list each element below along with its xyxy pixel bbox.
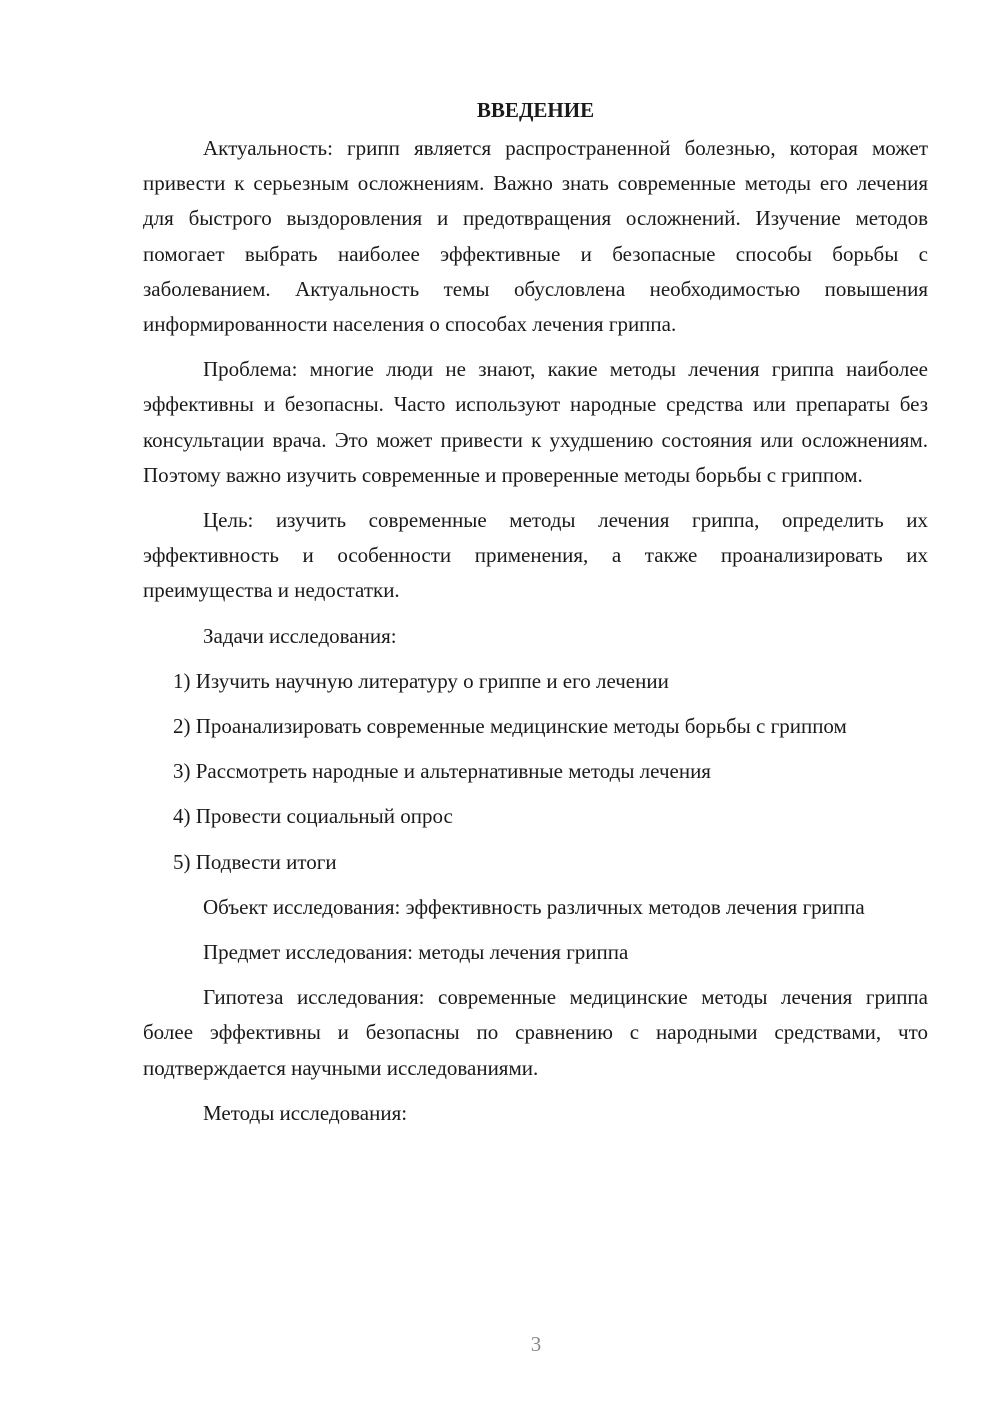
goal-paragraph: Цель: изучить современные методы лечения гриппа, определить их эффективность и особенности применения, а также проанализировать их преимущества и недостатки. xyxy=(143,508,928,603)
task-item-4: 4) Провести социальный опрос xyxy=(173,804,453,829)
problem-paragraph: Проблема: многие люди не знают, какие методы лечения гриппа наиболее эффективны и безопасны. Часто используют народные средства или препараты без консультации врача. Это может привести к ухудшению состояния или осложнениям. Поэтому важно изучить современные и проверенные методы борьбы с гриппом. xyxy=(143,357,928,487)
hypothesis-paragraph: Гипотеза исследования: современные медицинские методы лечения гриппа более эффективны и безопасны по сравнению с народными средствами, что подтверждается научными исследованиями. xyxy=(143,985,928,1080)
object-paragraph: Объект исследования: эффективность различных методов лечения гриппа xyxy=(203,894,865,919)
page-number: 3 xyxy=(530,1332,542,1356)
tasks-title: Задачи исследования: xyxy=(203,623,397,648)
task-item-2: 2) Проанализировать современные медицинские методы борьбы с гриппом xyxy=(173,714,847,739)
task-item-1: 1) Изучить научную литературу о гриппе и его лечении xyxy=(173,668,669,693)
subject-paragraph: Предмет исследования: методы лечения гриппа xyxy=(203,940,629,965)
task-item-5: 5) Подвести итоги xyxy=(173,849,337,874)
relevance-paragraph: Актуальность: грипп является распространенной болезнью, которая может привести к серьезным осложнениям. Важно знать современные методы его лечения для быстрого выздоровления и предотвращения осложнений. Изучение методов помогает выбрать наиболее эффективные и безопасные способы борьбы с заболеванием. Актуальность темы обусловлена необходимостью повышения информированности населения о способах лечения гриппа. xyxy=(143,136,928,337)
methods-title: Методы исследования: xyxy=(203,1100,408,1125)
page-title: ВВЕДЕНИЕ xyxy=(476,98,595,122)
page-content xyxy=(143,93,928,1141)
task-item-3: 3) Рассмотреть народные и альтернативные методы лечения xyxy=(173,759,711,784)
